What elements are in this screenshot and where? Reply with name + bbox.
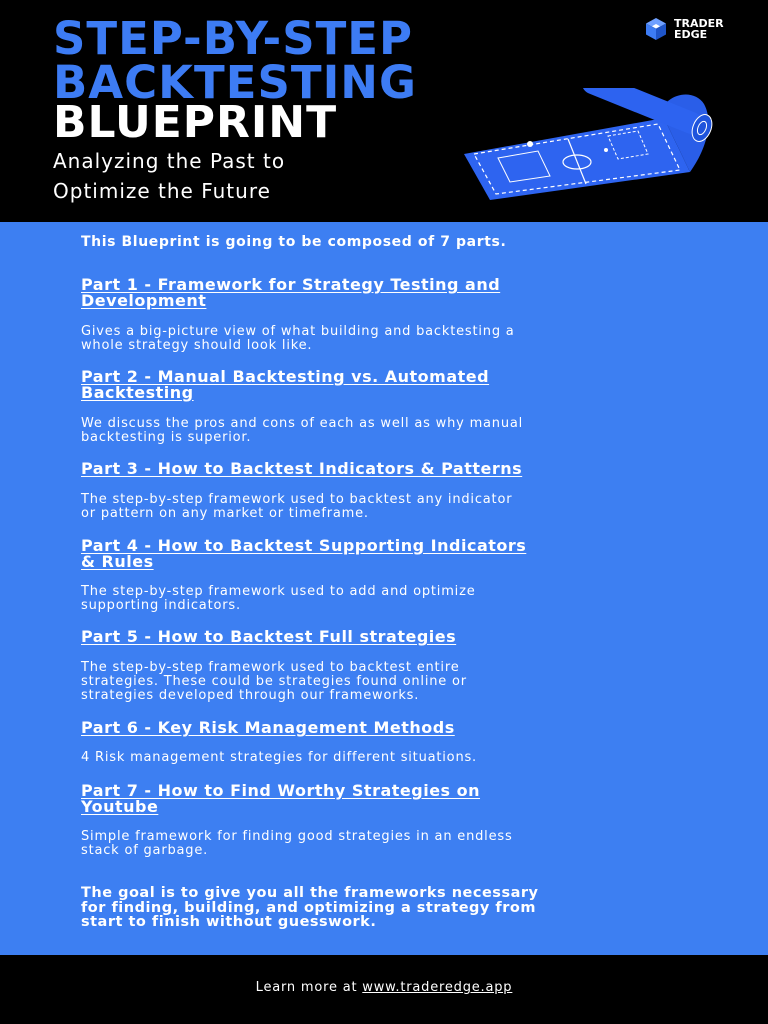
part-1-title-line-1: Part 1 - Framework for Strategy Testing and	[81, 275, 501, 294]
part-7-description	[81, 830, 701, 858]
part-2-title-line-1: Part 2 - Manual Backtesting vs. Automated	[81, 367, 490, 386]
footer	[0, 955, 768, 1024]
main-panel	[0, 222, 768, 955]
blueprint-scroll-icon	[458, 88, 720, 203]
goal-line-1: The goal is to give you all the frameworks necessary	[81, 885, 539, 901]
part-7-title-line-1: Part 7 - How to Find Worthy Strategies on	[81, 781, 481, 800]
part-3-desc-line-2: or pattern on any market or timeframe.	[81, 506, 369, 521]
website-link[interactable]: www.traderedge.app	[362, 980, 513, 995]
header	[0, 0, 768, 222]
part-2-description	[81, 417, 701, 445]
part-4-desc-line-1: The step-by-step framework used to add and optimize	[81, 584, 476, 599]
part-1-title-line-2: Development	[81, 291, 207, 310]
part-4-desc-line-2: supporting indicators.	[81, 598, 241, 613]
logo-text-line-1: TRADER	[674, 17, 724, 30]
logo-text	[674, 18, 724, 40]
part-6-title-line-1: Part 6 - Key Risk Management Methods	[81, 718, 455, 737]
intro-text: This Blueprint is going to be composed of 7 parts.	[81, 234, 507, 250]
part-3-desc-line-1: The step-by-step framework used to backtest any indicator	[81, 492, 513, 507]
part-4-title-line-2: & Rules	[81, 552, 154, 571]
title-line-1: STEP-BY-STEP	[53, 12, 414, 65]
part-5-title-line-1: Part 5 - How to Backtest Full strategies	[81, 627, 457, 646]
title-line-2: BACKTESTING	[53, 56, 417, 109]
part-1-desc-line-1: Gives a big-picture view of what building and backtesting a	[81, 324, 515, 339]
footer-text	[0, 980, 768, 995]
part-7-desc-line-1: Simple framework for finding good strategies in an endless	[81, 829, 513, 844]
part-4-description	[81, 585, 701, 613]
part-5-title[interactable]	[81, 629, 701, 645]
trader-edge-logo[interactable]	[644, 16, 744, 42]
part-6-description	[81, 751, 701, 765]
part-2-title-line-2: Backtesting	[81, 383, 194, 402]
part-3-title[interactable]	[81, 461, 701, 477]
part-2-desc-line-1: We discuss the pros and cons of each as well as why manual	[81, 416, 524, 431]
part-7-title-line-2: Youtube	[81, 797, 159, 816]
goal-line-2: for finding, building, and optimizing a strategy from	[81, 899, 536, 916]
part-1-title[interactable]	[81, 277, 701, 309]
logo-text-line-2: EDGE	[674, 28, 708, 41]
part-2-title[interactable]	[81, 369, 701, 401]
cube-icon	[644, 17, 668, 41]
part-4-title-line-1: Part 4 - How to Backtest Supporting Indicators	[81, 536, 527, 555]
part-6-desc-line-1: 4 Risk management strategies for different situations.	[81, 750, 477, 765]
footer-label: Learn more at	[255, 980, 363, 995]
part-7-desc-line-2: stack of garbage.	[81, 843, 209, 858]
part-1-desc-line-2: whole strategy should look like.	[81, 338, 313, 353]
part-6-title[interactable]	[81, 720, 701, 736]
part-1-description	[81, 325, 701, 353]
part-5-description	[81, 661, 701, 703]
subtitle-line-1: Analyzing the Past to	[53, 149, 286, 173]
part-5-desc-line-3: strategies developed through our frameworks.	[81, 688, 420, 703]
part-2-desc-line-2: backtesting is superior.	[81, 430, 252, 445]
part-3-description	[81, 493, 701, 521]
part-3-title-line-1: Part 3 - How to Backtest Indicators & Patterns	[81, 459, 523, 478]
part-5-desc-line-2: strategies. These could be strategies found online or	[81, 674, 467, 689]
part-4-title[interactable]	[81, 538, 701, 570]
goal-statement	[81, 886, 721, 930]
subtitle-line-2: Optimize the Future	[53, 179, 271, 203]
goal-line-3: start to finish without guesswork.	[81, 914, 377, 930]
title-line-3: BLUEPRINT	[53, 97, 338, 148]
part-5-desc-line-1: The step-by-step framework used to backtest entire	[81, 660, 460, 675]
part-7-title[interactable]	[81, 783, 701, 815]
